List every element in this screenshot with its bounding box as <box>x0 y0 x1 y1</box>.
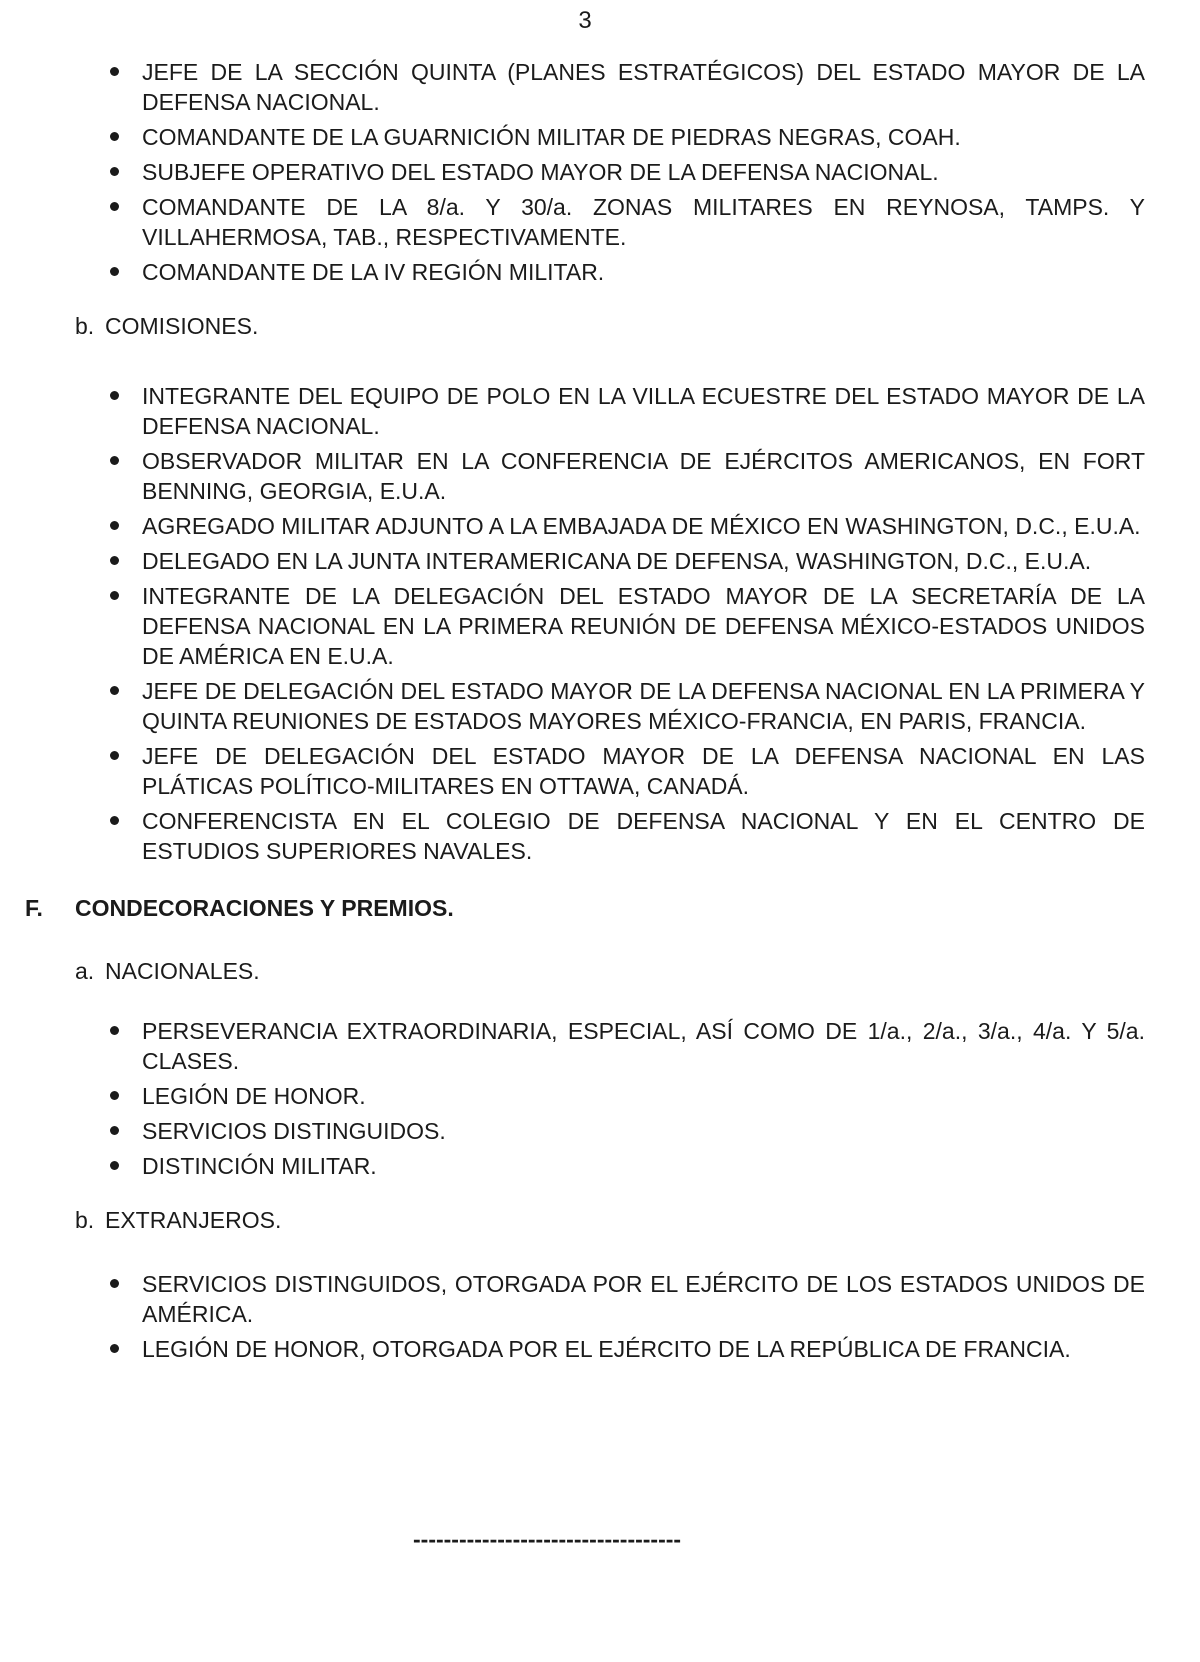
list-item-text: JEFE DE DELEGACIÓN DEL ESTADO MAYOR DE LA DEFENSA NACIONAL EN LA PRIMERA Y QUINTA REUNIONES DE ESTADOS MAYORES MÉXICO-FRANCIA, EN PARIS, FRANCIA. <box>142 678 1145 734</box>
list-item-text: COMANDANTE DE LA IV REGIÓN MILITAR. <box>142 259 605 285</box>
bullet-icon <box>110 1026 119 1035</box>
bullet-icon <box>110 202 119 211</box>
section-heading-nacionales <box>25 956 1145 986</box>
list-item <box>25 676 1145 736</box>
section-heading-extranjeros <box>25 1205 1145 1235</box>
bullet-icon <box>110 67 119 76</box>
list-item <box>25 581 1145 671</box>
list-item <box>25 1269 1145 1329</box>
bullet-icon <box>110 521 119 530</box>
section-letter: a. <box>75 958 95 984</box>
separator-dashes: ----------------------------------- <box>413 1526 682 1552</box>
nacionales-list <box>25 1016 1145 1181</box>
list-item <box>25 57 1145 117</box>
list-item-text: LEGIÓN DE HONOR. <box>142 1083 366 1109</box>
list-item <box>25 446 1145 506</box>
bullet-icon <box>110 591 119 600</box>
list-item-text: AGREGADO MILITAR ADJUNTO A LA EMBAJADA DE MÉXICO EN WASHINGTON, D.C., E.U.A. <box>142 513 1141 539</box>
list-item-text: PERSEVERANCIA EXTRAORDINARIA, ESPECIAL, ASÍ COMO DE 1/a., 2/a., 3/a., 4/a. Y 5/a. CLASES. <box>142 1018 1145 1074</box>
list-item-text: CONFERENCISTA EN EL COLEGIO DE DEFENSA NACIONAL Y EN EL CENTRO DE ESTUDIOS SUPERIORES NAVALES. <box>142 808 1145 864</box>
list-item-text: INTEGRANTE DEL EQUIPO DE POLO EN LA VILLA ECUESTRE DEL ESTADO MAYOR DE LA DEFENSA NACIONAL. <box>142 383 1145 439</box>
list-item <box>25 157 1145 187</box>
section-letter: F. <box>25 895 43 921</box>
list-item-text: SERVICIOS DISTINGUIDOS, OTORGADA POR EL EJÉRCITO DE LOS ESTADOS UNIDOS DE AMÉRICA. <box>142 1271 1145 1327</box>
list-item <box>25 381 1145 441</box>
list-item <box>25 741 1145 801</box>
list-item <box>25 546 1145 576</box>
list-item <box>25 122 1145 152</box>
extranjeros-list <box>25 1269 1145 1364</box>
section-letter: b. <box>75 1207 95 1233</box>
comisiones-list <box>25 381 1145 866</box>
list-item-text: JEFE DE LA SECCIÓN QUINTA (PLANES ESTRATÉGICOS) DEL ESTADO MAYOR DE LA DEFENSA NACIONAL. <box>142 59 1145 115</box>
list-item <box>25 1116 1145 1146</box>
list-item <box>25 192 1145 252</box>
list-item <box>25 1081 1145 1111</box>
cargos-list <box>25 57 1145 287</box>
bullet-icon <box>110 1279 119 1288</box>
list-item-text: COMANDANTE DE LA GUARNICIÓN MILITAR DE PIEDRAS NEGRAS, COAH. <box>142 124 961 150</box>
section-heading-comisiones <box>25 311 1145 341</box>
page-number: 3 <box>578 7 592 34</box>
bullet-icon <box>110 1091 119 1100</box>
section-heading-condecoraciones <box>25 893 1145 923</box>
list-item <box>25 806 1145 866</box>
list-item <box>25 1016 1145 1076</box>
list-item-text: JEFE DE DELEGACIÓN DEL ESTADO MAYOR DE LA DEFENSA NACIONAL EN LAS PLÁTICAS POLÍTICO-MILITARES EN OTTAWA, CANADÁ. <box>142 743 1145 799</box>
list-item <box>25 1151 1145 1181</box>
list-item-text: OBSERVADOR MILITAR EN LA CONFERENCIA DE EJÉRCITOS AMERICANOS, EN FORT BENNING, GEORGIA, E.U.A. <box>142 448 1145 504</box>
bullet-icon <box>110 267 119 276</box>
bullet-icon <box>110 132 119 141</box>
list-item-text: DELEGADO EN LA JUNTA INTERAMERICANA DE DEFENSA, WASHINGTON, D.C., E.U.A. <box>142 548 1092 574</box>
section-title: NACIONALES. <box>105 958 260 984</box>
bullet-icon <box>110 391 119 400</box>
section-letter: b. <box>75 313 95 339</box>
bullet-icon <box>110 456 119 465</box>
bullet-icon <box>110 751 119 760</box>
bullet-icon <box>110 1126 119 1135</box>
list-item <box>25 257 1145 287</box>
bullet-icon <box>110 556 119 565</box>
list-item-text: DISTINCIÓN MILITAR. <box>142 1153 377 1179</box>
list-item <box>25 1334 1145 1364</box>
section-title: CONDECORACIONES Y PREMIOS. <box>75 895 454 921</box>
list-item-text: SUBJEFE OPERATIVO DEL ESTADO MAYOR DE LA DEFENSA NACIONAL. <box>142 159 939 185</box>
list-item-text: COMANDANTE DE LA 8/a. Y 30/a. ZONAS MILITARES EN REYNOSA, TAMPS. Y VILLAHERMOSA, TAB., RESPECTIVAMENTE. <box>142 194 1145 250</box>
list-item-text: INTEGRANTE DE LA DELEGACIÓN DEL ESTADO MAYOR DE LA SECRETARÍA DE LA DEFENSA NACIONAL EN LA PRIMERA REUNIÓN DE DEFENSA MÉXICO-ESTADOS UNIDOS DE AMÉRICA EN E.U.A. <box>142 583 1145 669</box>
list-item-text: SERVICIOS DISTINGUIDOS. <box>142 1118 446 1144</box>
bullet-icon <box>110 1344 119 1353</box>
section-title: EXTRANJEROS. <box>105 1207 282 1233</box>
list-item <box>25 511 1145 541</box>
bullet-icon <box>110 816 119 825</box>
bullet-icon <box>110 167 119 176</box>
bullet-icon <box>110 1161 119 1170</box>
list-item-text: LEGIÓN DE HONOR, OTORGADA POR EL EJÉRCITO DE LA REPÚBLICA DE FRANCIA. <box>142 1336 1071 1362</box>
bullet-icon <box>110 686 119 695</box>
section-title: COMISIONES. <box>105 313 259 339</box>
